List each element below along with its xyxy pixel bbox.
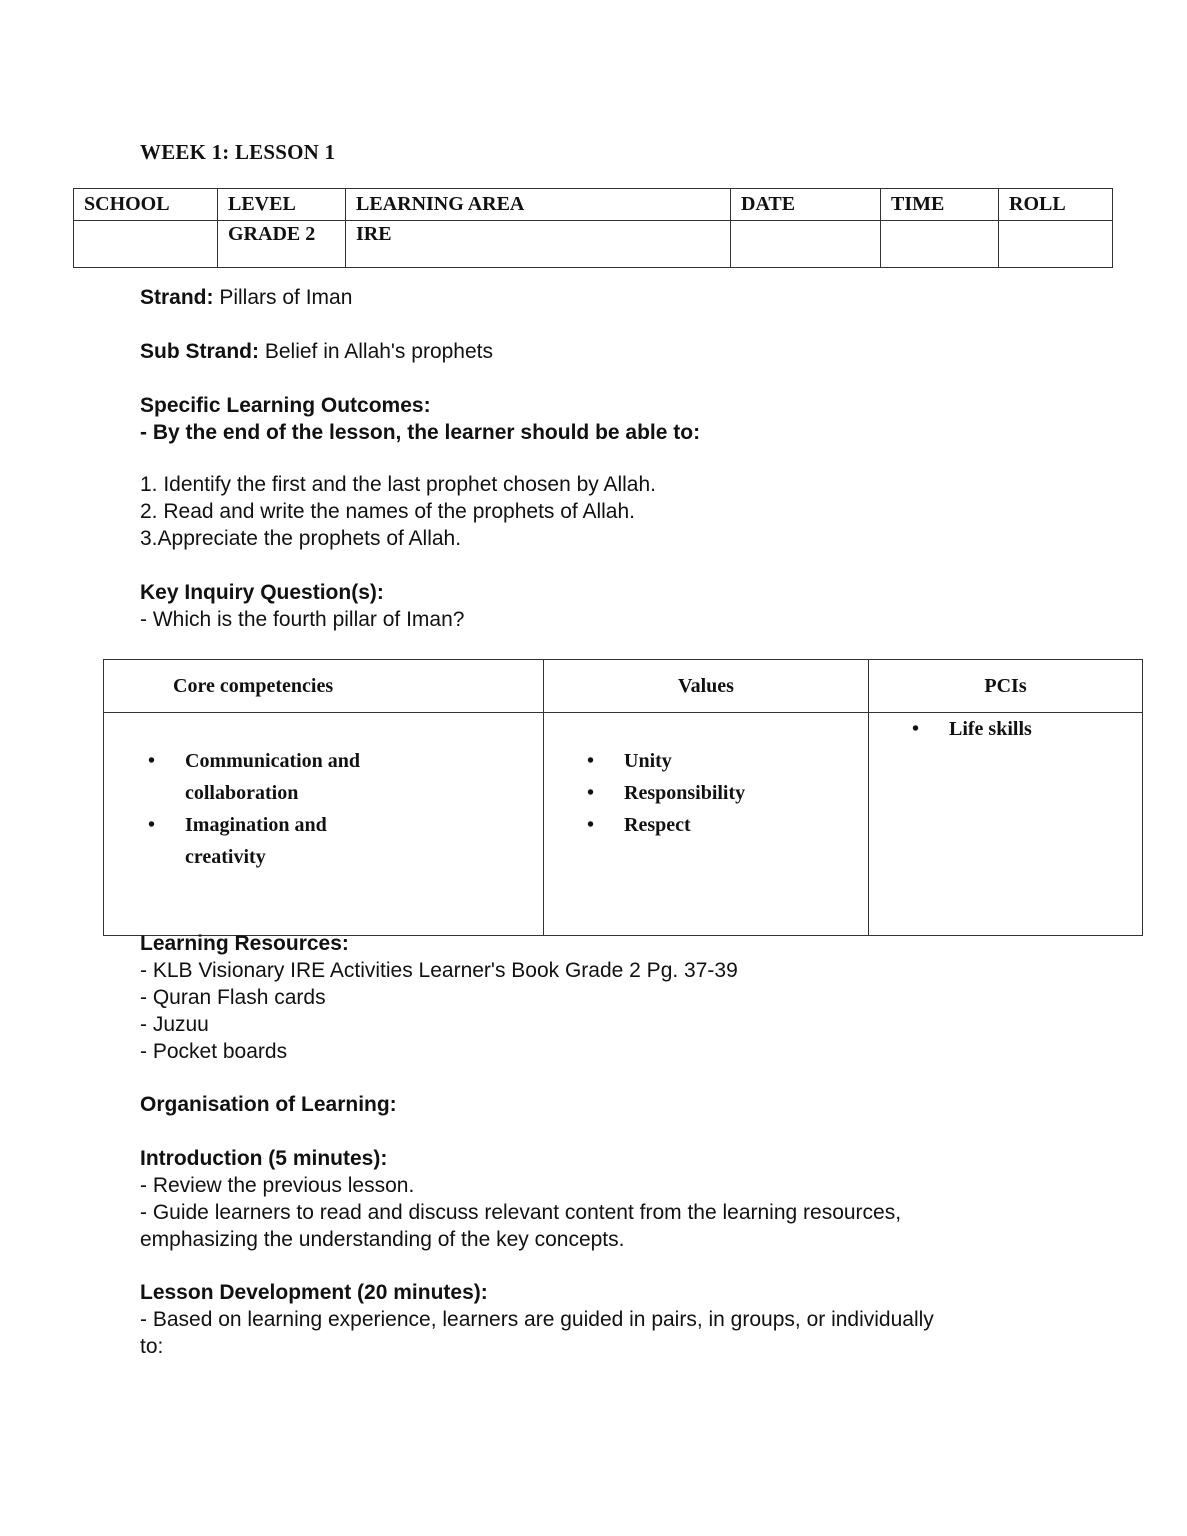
- inquiry-item: - Which is the fourth pillar of Iman?: [140, 608, 465, 631]
- strand-label: Strand:: [140, 286, 214, 309]
- lesson-development-heading: Lesson Development (20 minutes):: [140, 1281, 488, 1304]
- pci-item: • Life skills: [949, 713, 1142, 745]
- strand: [140, 284, 352, 311]
- value-school: [74, 221, 218, 268]
- inquiry-heading: Key Inquiry Question(s):: [140, 581, 384, 604]
- value-item: • Responsibility: [624, 777, 868, 809]
- value-learning-area: IRE: [346, 221, 731, 268]
- resource-item: - Juzuu: [140, 1013, 209, 1036]
- header-level: LEVEL: [218, 189, 346, 221]
- header-roll: ROLL: [999, 189, 1113, 221]
- values-cell: [544, 713, 869, 936]
- organisation-of-learning: [140, 1091, 397, 1118]
- resource-item: - KLB Visionary IRE Activities Learner's Book Grade 2 Pg. 37-39: [140, 959, 738, 982]
- value-level: GRADE 2: [218, 221, 346, 268]
- learning-resources: [140, 930, 738, 1065]
- outcome-item: 2. Read and write the names of the prophets of Allah.: [140, 500, 635, 523]
- header-date: DATE: [731, 189, 881, 221]
- outcome-item: 3.Appreciate the prophets of Allah.: [140, 527, 462, 550]
- value-date: [731, 221, 881, 268]
- lesson-development-item: - Based on learning experience, learners are guided in pairs, in groups, or individually: [140, 1308, 934, 1331]
- lesson-title: WEEK 1: LESSON 1: [140, 140, 336, 164]
- resource-item: - Quran Flash cards: [140, 986, 326, 1009]
- header-pcis: PCIs: [869, 660, 1143, 713]
- outcomes-heading: Specific Learning Outcomes:: [140, 394, 431, 417]
- key-inquiry: [140, 579, 464, 633]
- header-time: TIME: [881, 189, 999, 221]
- core-competencies-cell: [104, 713, 544, 936]
- value-roll: [999, 221, 1113, 268]
- value-item: • Unity: [624, 745, 868, 777]
- pcis-cell: [869, 713, 1143, 936]
- sub-strand-value: Belief in Allah's prophets: [264, 340, 493, 363]
- header-school: SCHOOL: [74, 189, 218, 221]
- resources-heading: Learning Resources:: [140, 932, 349, 955]
- outcomes-intro: - By the end of the lesson, the learner should be able to:: [140, 421, 701, 444]
- strand-value: Pillars of Iman: [219, 286, 353, 309]
- resource-item: - Pocket boards: [140, 1040, 288, 1063]
- learning-outcomes: [140, 392, 700, 552]
- lesson-header-table: [73, 188, 1113, 268]
- competency-table: [103, 659, 1143, 936]
- competency-item: • Communication and collaboration: [185, 745, 405, 809]
- organisation-heading: Organisation of Learning:: [140, 1093, 397, 1116]
- introduction: [140, 1145, 901, 1253]
- introduction-item: - Guide learners to read and discuss relevant content from the learning resources,: [140, 1201, 902, 1224]
- header-learning-area: LEARNING AREA: [346, 189, 731, 221]
- value-time: [881, 221, 999, 268]
- sub-strand-label: Sub Strand:: [140, 340, 259, 363]
- lesson-development: [140, 1279, 934, 1360]
- competency-item: • Imagination and creativity: [185, 809, 405, 873]
- header-values: Values: [544, 660, 869, 713]
- sub-strand: [140, 338, 493, 365]
- introduction-item: emphasizing the understanding of the key concepts.: [140, 1228, 625, 1251]
- outcome-item: 1. Identify the first and the last prophet chosen by Allah.: [140, 473, 656, 496]
- introduction-heading: Introduction (5 minutes):: [140, 1147, 388, 1170]
- lesson-development-item: to:: [140, 1335, 164, 1358]
- value-item: • Respect: [624, 809, 868, 841]
- header-core-competencies: Core competencies: [104, 660, 544, 713]
- introduction-item: - Review the previous lesson.: [140, 1174, 415, 1197]
